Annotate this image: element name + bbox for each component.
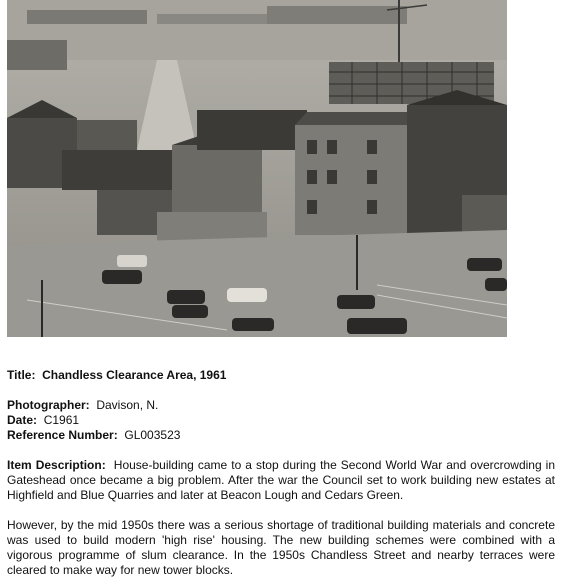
description-text-2: However, by the mid 1950s there was a serious shortage of traditional building materials and concrete was used to build modern 'high rise' housing. The new building schemes were combined with a vigorous programme of slum clearance. In the 1950s Chandless Street and nearby terraces were cleared to make way for new tower blocks.: [7, 518, 555, 577]
reference-row: [7, 428, 567, 443]
description-paragraph-2: [7, 518, 555, 578]
title-row: [7, 368, 567, 383]
photographer-value: Davison, N.: [96, 398, 159, 412]
description-paragraph-1: [7, 458, 555, 503]
photographer-row: [7, 398, 567, 413]
title-value: Chandless Clearance Area, 1961: [42, 368, 227, 382]
description-text-1: House-building came to a stop during the Second World War and overcrowding in Gateshead once became a big problem. After the war the Council set to work building new estates at Highfield and Blue Quarries and later at Beacon Lough and Cedars Green.: [7, 458, 556, 502]
date-value: C1961: [43, 413, 80, 427]
date-label: Date:: [7, 413, 38, 427]
date-row: [7, 413, 567, 428]
reference-value: GL003523: [124, 428, 181, 442]
reference-label: Reference Number:: [7, 428, 118, 442]
description-label: Item Description:: [7, 458, 106, 472]
title-label: Title:: [7, 368, 36, 382]
photographer-label: Photographer:: [7, 398, 90, 412]
archive-photo: [7, 0, 507, 337]
